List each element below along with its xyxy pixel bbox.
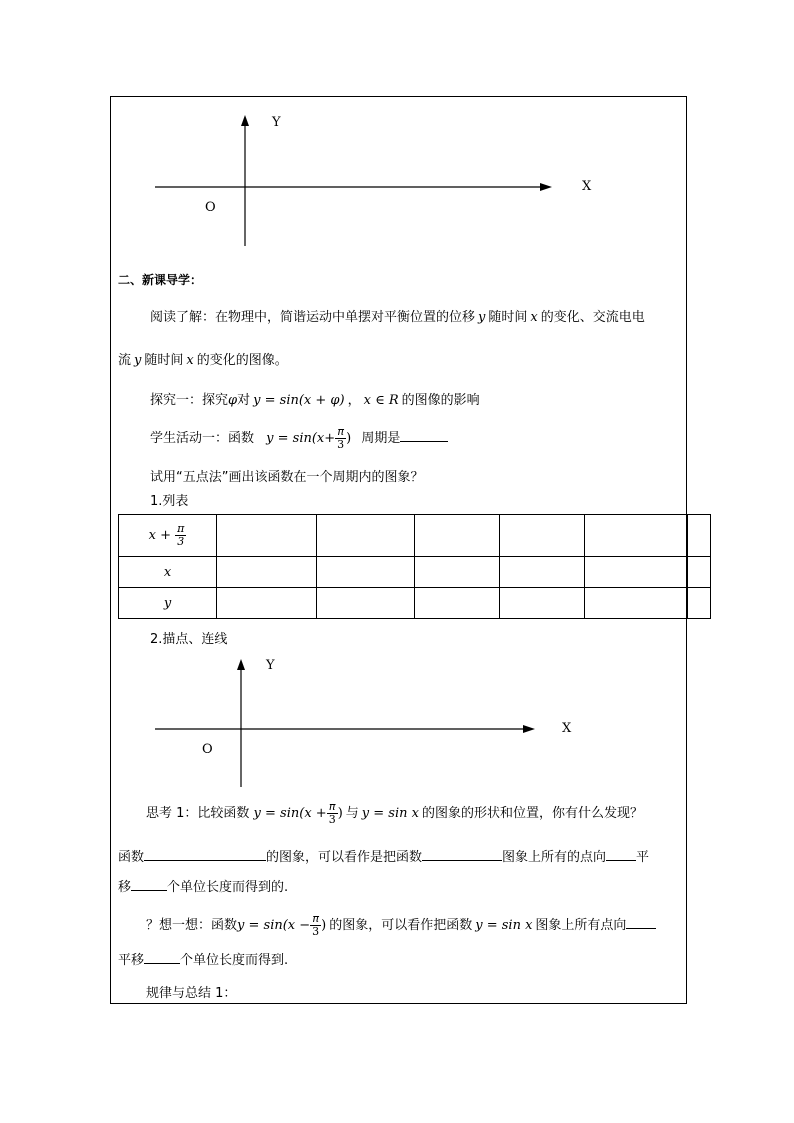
think-one-line-2: 函数 的图象，可以看作是把函数 图象上所有的点向 平 xyxy=(118,850,650,865)
table-cell[interactable] xyxy=(317,588,415,619)
row-label-x: x xyxy=(119,557,217,588)
table-cell[interactable] xyxy=(415,557,500,588)
coordinate-axes-1 xyxy=(150,112,620,252)
reading-line-2: 流 y 随时间 x 的变化的图像。 xyxy=(118,353,288,368)
row-label-y: y xyxy=(119,588,217,619)
table-cell[interactable] xyxy=(688,515,711,557)
table-cell[interactable] xyxy=(500,588,585,619)
five-point-instruction: 试用“五点法”画出该函数在一个周期内的图象？ xyxy=(150,470,424,485)
x-axis-arrow-icon xyxy=(523,725,535,733)
axis-origin-label: O xyxy=(202,742,213,757)
base-function-answer-blank[interactable] xyxy=(422,848,502,861)
units-answer-blank[interactable] xyxy=(131,878,167,891)
period-answer-blank[interactable] xyxy=(400,429,448,442)
y-axis-arrow-icon xyxy=(241,115,249,126)
step-2-label: 2.描点、连线 xyxy=(150,632,228,647)
table-cell[interactable] xyxy=(317,515,415,557)
table-cell[interactable] xyxy=(415,588,500,619)
row-label-phase: x + $\frac{\pi}{3}$ xyxy=(119,515,217,557)
table-cell[interactable] xyxy=(217,515,317,557)
table-row xyxy=(119,588,711,619)
table-cell[interactable] xyxy=(217,588,317,619)
table-row xyxy=(119,515,711,557)
pi-over-3-fraction: $\frac{\pi}{3}$ xyxy=(337,425,345,451)
direction-answer-blank[interactable] xyxy=(626,916,656,929)
table-cell[interactable] xyxy=(688,557,711,588)
units-answer-blank[interactable] xyxy=(144,951,180,964)
table-cell[interactable] xyxy=(585,588,688,619)
table-cell[interactable] xyxy=(500,557,585,588)
think-one-line-3: 移 个单位长度而得到的. xyxy=(118,880,289,895)
axis-y-label: Y xyxy=(266,658,275,673)
table-row xyxy=(119,557,711,588)
step-1-label: 1.列表 xyxy=(150,494,189,509)
summary-heading: 规律与总结 1： xyxy=(146,986,237,1001)
pi-over-3-fraction: $\frac{\pi}{3}$ xyxy=(328,800,336,826)
table-cell[interactable] xyxy=(688,588,711,619)
table-cell[interactable] xyxy=(217,557,317,588)
axis-x-label: X xyxy=(562,721,572,736)
axis-x-label: X xyxy=(582,179,592,194)
think-two-line-1: ？想一想：函数y = sin(x − $\frac{\pi}{3}$ ) 的图象，可以看作把函数 y = sin x 图象上所有点向 xyxy=(146,913,656,938)
table-cell[interactable] xyxy=(415,515,500,557)
value-table xyxy=(118,514,711,619)
reading-line-1: 阅读了解：在物理中，简谐运动中单摆对平衡位置的位移 y 随时间 x 的变化、交流电电 xyxy=(150,310,645,325)
student-activity-one: 学生活动一：函数 y = sin(x+ $\frac{\pi}{3}$ ) 周期是 xyxy=(150,426,448,451)
table-cell[interactable] xyxy=(585,515,688,557)
table-cell[interactable] xyxy=(500,515,585,557)
coordinate-axes-2 xyxy=(150,656,550,792)
axis-y-label: Y xyxy=(272,115,281,130)
pi-over-3-fraction: $\frac{\pi}{3}$ xyxy=(312,912,320,938)
explore-one: 探究一：探究φ对 y = sin(x + φ) ， x ∈ R 的图像的影响 xyxy=(150,393,480,408)
y-axis-arrow-icon xyxy=(237,659,245,670)
direction-answer-blank[interactable] xyxy=(606,848,636,861)
function-answer-blank[interactable] xyxy=(144,848,266,861)
axis-origin-label: O xyxy=(205,200,216,215)
table-cell[interactable] xyxy=(317,557,415,588)
think-two-line-2: 平移 个单位长度而得到. xyxy=(118,953,289,968)
x-axis-arrow-icon xyxy=(540,183,552,191)
section-heading: 二、新课导学： xyxy=(118,273,203,287)
table-cell[interactable] xyxy=(585,557,688,588)
think-one-line-1: 思考 1：比较函数 y = sin(x + $\frac{\pi}{3}$ ) 与 y = sin x 的图象的形状和位置，你有什么发现？ xyxy=(146,800,643,826)
